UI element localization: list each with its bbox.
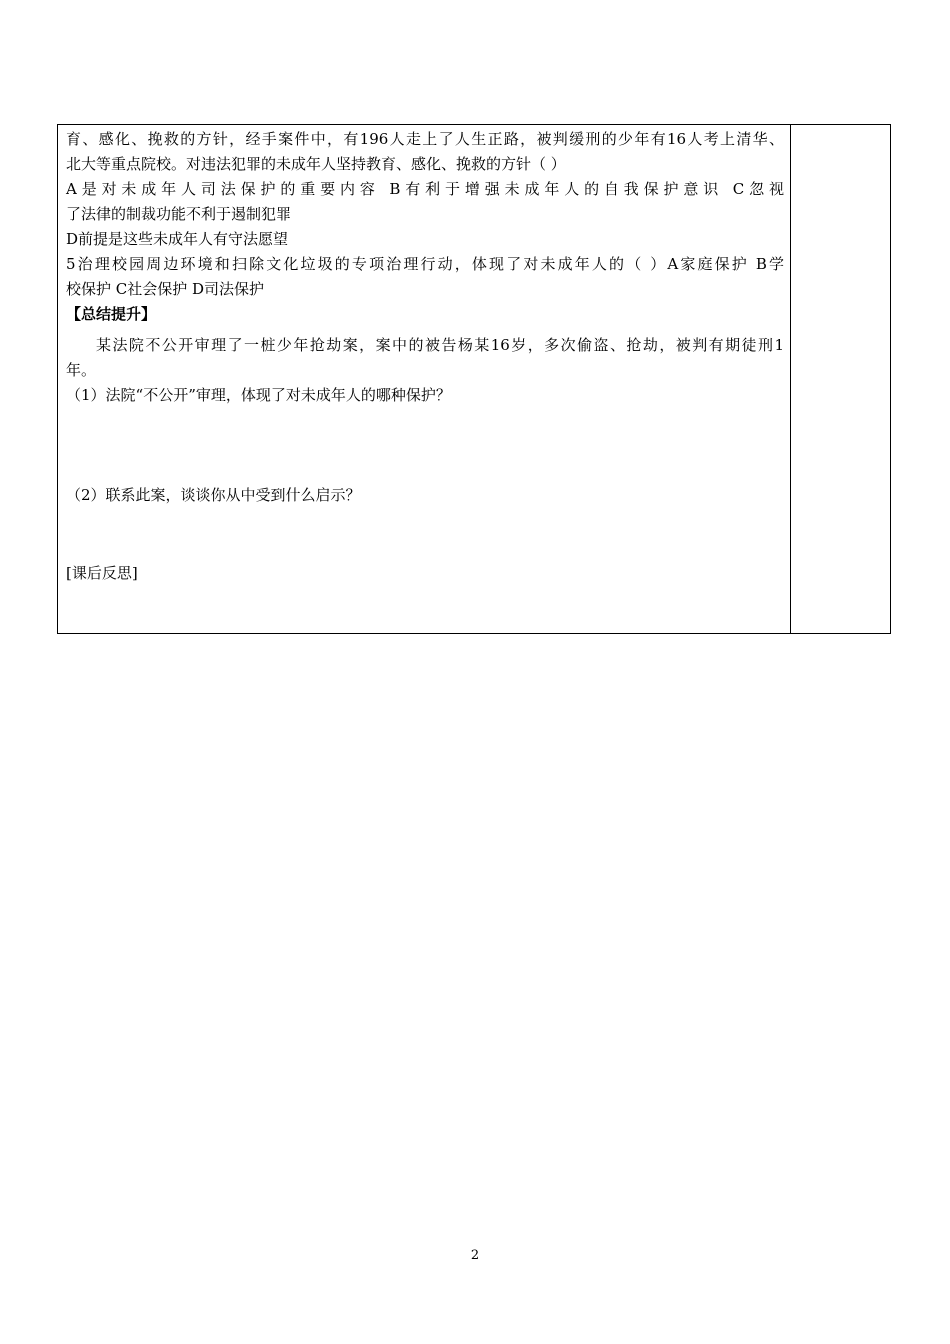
question-5-line-1: 5治理校园周边环境和扫除文化垃圾的专项治理行动，体现了对未成年人的（ ）A家庭保护 B学 xyxy=(66,255,784,273)
answer-space-2 xyxy=(66,508,784,561)
case-text-line-2: 年。 xyxy=(66,361,97,379)
case-text-line-1: 某法院不公开审理了一桩少年抢劫案，案中的被告杨某16岁，多次偷盗、抢劫，被判有期徒刑1 xyxy=(96,336,784,354)
question-1: （1）法院“不公开”审理，体现了对未成年人的哪种保护？ xyxy=(66,386,451,404)
main-cell xyxy=(66,127,784,586)
page-number: 2 xyxy=(470,1248,480,1263)
question-options-line-2: 了法律的制裁功能不利于遏制犯罪 xyxy=(66,205,292,223)
summary-heading: 【总结提升】 xyxy=(66,305,157,323)
text-line-1: 育、感化、挽救的方针，经手案件中，有196人走上了人生正路，被判缓刑的少年有16人考上清华、 xyxy=(66,130,784,148)
reflection-label: [课后反思] xyxy=(66,564,138,582)
column-divider xyxy=(790,125,791,633)
text-line-2: 北大等重点院校。对违法犯罪的未成年人坚持教育、感化、挽救的方针（ ） xyxy=(66,155,566,173)
answer-space-1 xyxy=(66,408,784,483)
question-options-line-1: A是对未成年人司法保护的重要内容 B有利于增强未成年人的自我保护意识 C忽视 xyxy=(66,180,784,198)
content-table xyxy=(57,124,891,634)
question-5-line-2: 校保护 C社会保护 D司法保护 xyxy=(66,280,265,298)
question-option-d: D前提是这些未成年人有守法愿望 xyxy=(66,230,289,248)
question-2: （2）联系此案，谈谈你从中受到什么启示？ xyxy=(66,486,361,504)
